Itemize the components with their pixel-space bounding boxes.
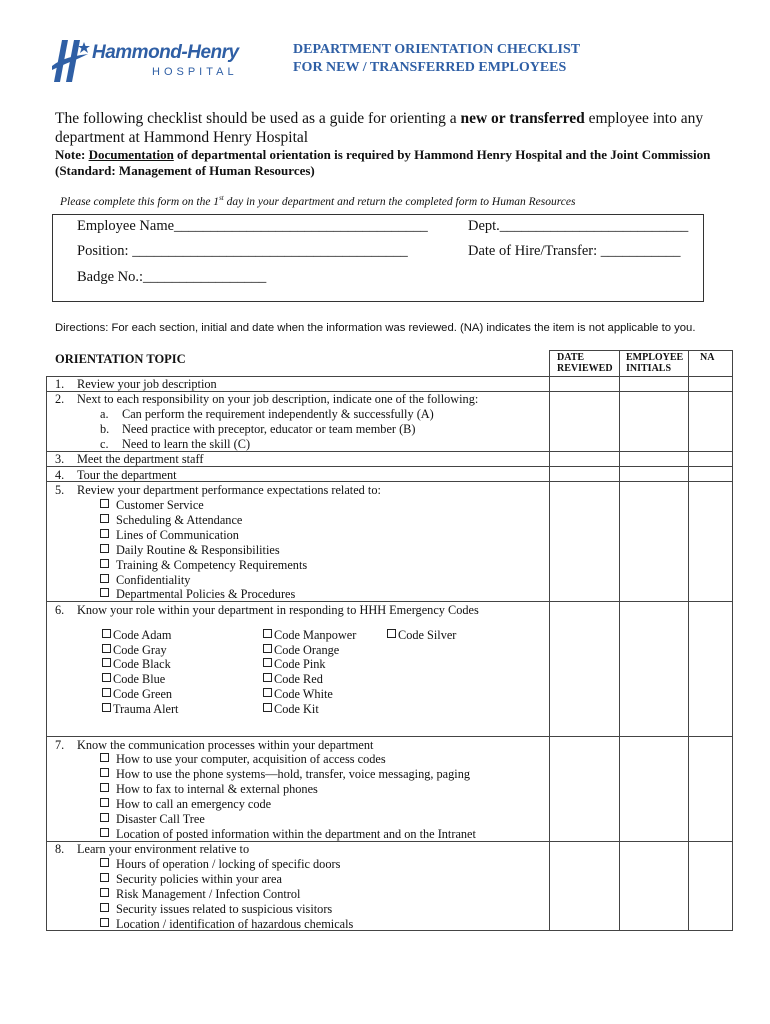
checkbox-icon[interactable] [100, 588, 109, 597]
item-text: Next to each responsibility on your job description, indicate one of the following: [77, 392, 479, 406]
checkbox-icon[interactable] [100, 813, 109, 822]
code-label: Code Red [274, 672, 323, 686]
directions-text: Directions: For each section, initial and date when the information was reviewed. (NA) indicates the item is not applicable to you. [55, 322, 696, 334]
checkbox-icon[interactable] [263, 644, 272, 653]
checkbox-icon[interactable] [263, 688, 272, 697]
sub-item-letter: b. [100, 422, 110, 436]
checkbox-icon[interactable] [100, 768, 109, 777]
sub-item-text: Can perform the requirement independently & successfully (A) [122, 407, 434, 421]
code-checkbox[interactable] [263, 702, 319, 716]
checkbox-label: Hours of operation / locking of specific doors [116, 857, 341, 871]
checkbox-item[interactable] [100, 528, 239, 542]
item-text: Know your role within your department in responding to HHH Emergency Codes [77, 603, 479, 617]
intro-paragraph [55, 109, 735, 147]
code-label: Code Blue [113, 672, 166, 686]
checkbox-icon[interactable] [100, 798, 109, 807]
checkbox-label: Training & Competency Requirements [116, 558, 308, 572]
intro-text-end: employee into any department at Hammond Henry Hospital [55, 110, 704, 146]
checkbox-icon[interactable] [100, 828, 109, 837]
logo-name: Hammond-Henry [92, 42, 239, 63]
document-title [293, 41, 580, 77]
col-divider-na [688, 350, 689, 931]
checkbox-icon[interactable] [263, 703, 272, 712]
checkbox-icon[interactable] [263, 629, 272, 638]
checkbox-item[interactable] [100, 752, 386, 766]
code-label: Code Gray [113, 643, 167, 657]
item-number: 4. [55, 468, 65, 482]
logo-subtitle: HOSPITAL [152, 66, 238, 78]
intro-bold: new or transferred [460, 110, 585, 127]
checkbox-icon[interactable] [100, 544, 109, 553]
checkbox-label: Location of posted information within the department and on the Intranet [116, 827, 476, 841]
checkbox-label: Location / identification of hazardous chemicals [116, 917, 354, 931]
checkbox-item[interactable] [100, 782, 318, 796]
checkbox-icon[interactable] [102, 629, 111, 638]
code-label: Code Manpower [274, 628, 357, 642]
checkbox-item[interactable] [100, 797, 271, 811]
checkbox-item[interactable] [100, 587, 295, 601]
checkbox-label: How to fax to internal & external phones [116, 782, 318, 796]
row-line [46, 601, 733, 602]
code-checkbox[interactable] [102, 643, 167, 657]
checkbox-item[interactable] [100, 857, 340, 871]
checkbox-item[interactable] [100, 887, 300, 901]
dept-field[interactable]: Dept.__________________________ [468, 218, 689, 234]
checkbox-label: Lines of Communication [116, 528, 239, 542]
employee-info-box [52, 214, 704, 302]
title-line-1: DEPARTMENT ORIENTATION CHECKLIST [293, 42, 581, 57]
code-checkbox[interactable] [263, 628, 356, 642]
item-text: Review your job description [77, 377, 217, 391]
checkbox-item[interactable] [100, 827, 476, 841]
hire-date-field[interactable]: Date of Hire/Transfer: ___________ [468, 243, 681, 259]
sub-item-text: Need practice with preceptor, educator or team member (B) [122, 422, 416, 436]
item-number: 2. [55, 392, 65, 406]
header-date-line-2: REVIEWED [557, 363, 613, 374]
sub-item-letter: c. [100, 437, 109, 451]
code-checkbox[interactable] [263, 643, 339, 657]
code-checkbox[interactable] [102, 687, 172, 701]
note-underlined: Documentation [88, 147, 174, 162]
checkbox-icon[interactable] [102, 644, 111, 653]
intro-text: The following checklist should be used as a guide for orienting a [55, 110, 461, 127]
checkbox-icon[interactable] [100, 783, 109, 792]
checkbox-item[interactable] [100, 498, 204, 512]
checkbox-icon[interactable] [100, 873, 109, 882]
checkbox-label: Scheduling & Attendance [116, 513, 243, 527]
code-label: Code White [274, 687, 333, 701]
position-field[interactable]: Position: ______________________________________ [77, 243, 408, 259]
checkbox-icon[interactable] [102, 673, 111, 682]
checkbox-icon[interactable] [102, 658, 111, 667]
code-label: Code Orange [274, 643, 340, 657]
table-right-border [732, 350, 733, 931]
orientation-topic-header: ORIENTATION TOPIC [55, 352, 186, 366]
checkbox-icon[interactable] [263, 673, 272, 682]
checkbox-item[interactable] [100, 872, 282, 886]
checkbox-icon[interactable] [100, 888, 109, 897]
checkbox-icon[interactable] [100, 918, 109, 927]
table-left-border [46, 376, 47, 931]
instruction-text-end: day in your department and return the completed form to Human Resources [223, 195, 576, 208]
employee-initials-header [626, 352, 683, 374]
header-date-line-1: DATE [557, 352, 585, 363]
item-text: Meet the department staff [77, 452, 204, 466]
instruction-text: Please complete this form on the 1 [60, 195, 220, 208]
row-line [46, 736, 733, 737]
checkbox-item[interactable] [100, 573, 190, 587]
instruction-line [60, 194, 576, 208]
code-label: Trauma Alert [113, 702, 179, 716]
checkbox-label: How to call an emergency code [116, 797, 272, 811]
note-paragraph [55, 147, 745, 179]
employee-name-field[interactable]: Employee Name___________________________________ [77, 218, 428, 234]
checkbox-label: Customer Service [116, 498, 204, 512]
item-number: 8. [55, 842, 65, 856]
checkbox-item[interactable] [100, 812, 205, 826]
date-reviewed-header [557, 352, 613, 374]
checkbox-item[interactable] [100, 917, 353, 931]
item-number: 5. [55, 483, 65, 497]
item-number: 1. [55, 377, 65, 391]
checkbox-icon[interactable] [100, 858, 109, 867]
checkbox-icon[interactable] [100, 499, 109, 508]
checkbox-icon[interactable] [100, 903, 109, 912]
code-checkbox[interactable] [102, 672, 165, 686]
code-checkbox[interactable] [263, 687, 333, 701]
checkbox-icon[interactable] [102, 688, 111, 697]
checkbox-icon[interactable] [102, 703, 111, 712]
checkbox-label: Risk Management / Infection Control [116, 887, 301, 901]
header-emp-line-1: EMPLOYEE [626, 352, 684, 363]
header-emp-line-2: INITIALS [626, 363, 672, 374]
title-line-2: FOR NEW / TRANSFERRED EMPLOYEES [293, 60, 567, 75]
checkbox-icon[interactable] [100, 559, 109, 568]
item-text: Know the communication processes within your department [77, 738, 374, 752]
sub-item-letter: a. [100, 407, 109, 421]
item-text: Review your department performance expectations related to: [77, 483, 381, 497]
checkbox-label: Disaster Call Tree [116, 812, 205, 826]
checkbox-label: Departmental Policies & Procedures [116, 587, 296, 601]
note-text: of departmental orientation is required by Hammond Henry Hospital and the Joint Commission (Standard: Management of Human Resources) [55, 147, 711, 178]
checkbox-icon[interactable] [100, 753, 109, 762]
na-header: NA [700, 352, 715, 363]
checkbox-label: Security policies within your area [116, 872, 282, 886]
item-number: 6. [55, 603, 65, 617]
checkbox-item[interactable] [100, 513, 242, 527]
checkbox-icon[interactable] [263, 658, 272, 667]
hospital-logo [48, 36, 248, 86]
col-divider-initials [619, 350, 620, 931]
header-top-line [549, 350, 733, 351]
checkbox-icon[interactable] [100, 529, 109, 538]
checkbox-item[interactable] [100, 558, 307, 572]
checkbox-item[interactable] [100, 543, 280, 557]
logo-h-icon [48, 36, 92, 86]
code-checkbox[interactable] [263, 672, 323, 686]
sub-item-text: Need to learn the skill (C) [122, 437, 251, 451]
checkbox-label: Daily Routine & Responsibilities [116, 543, 280, 557]
row-line [46, 466, 733, 467]
checkbox-icon[interactable] [100, 574, 109, 583]
code-label: Code Adam [113, 628, 172, 642]
note-prefix: Note: [55, 147, 89, 162]
code-label: Code Black [113, 657, 171, 671]
badge-field[interactable]: Badge No.:_________________ [77, 269, 267, 285]
checkbox-item[interactable] [100, 902, 332, 916]
checkbox-label: Confidentiality [116, 573, 191, 587]
code-checkbox[interactable] [387, 628, 456, 642]
item-number: 7. [55, 738, 65, 752]
code-checkbox[interactable] [263, 657, 326, 671]
code-checkbox[interactable] [102, 702, 178, 716]
code-label: Code Green [113, 687, 173, 701]
checkbox-label: How to use your computer, acquisition of access codes [116, 752, 386, 766]
col-divider-date [549, 350, 550, 931]
code-label: Code Pink [274, 657, 326, 671]
code-checkbox[interactable] [102, 657, 171, 671]
item-text: Tour the department [77, 468, 177, 482]
item-text: Learn your environment relative to [77, 842, 250, 856]
code-label: Code Silver [398, 628, 457, 642]
item-number: 3. [55, 452, 65, 466]
code-label: Code Kit [274, 702, 319, 716]
instruction-sup: st [219, 194, 224, 202]
checkbox-icon[interactable] [100, 514, 109, 523]
code-checkbox[interactable] [102, 628, 171, 642]
checkbox-icon[interactable] [387, 629, 396, 638]
checkbox-item[interactable] [100, 767, 470, 781]
checkbox-label: How to use the phone systems—hold, transfer, voice messaging, paging [116, 767, 471, 781]
checkbox-label: Security issues related to suspicious visitors [116, 902, 333, 916]
